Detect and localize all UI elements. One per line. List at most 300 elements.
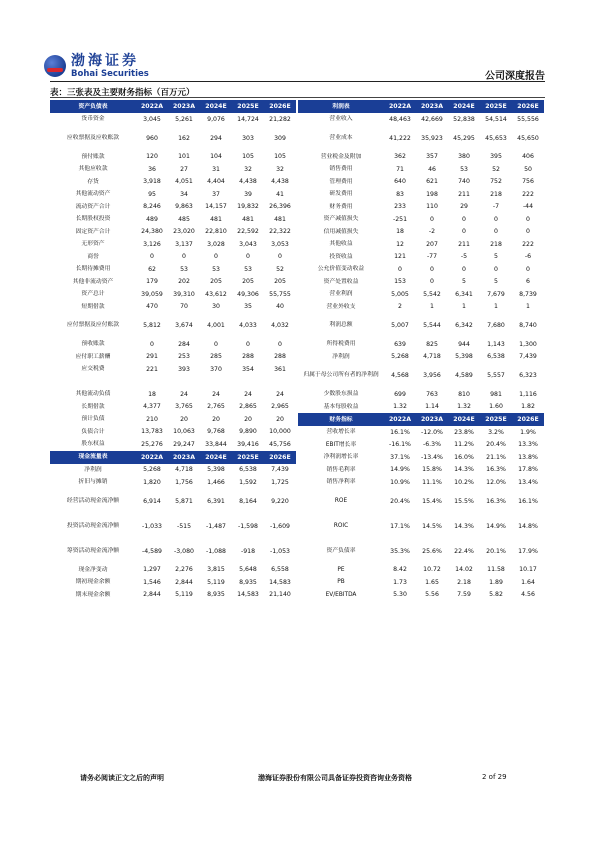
value-cell: 944 (458, 340, 470, 348)
value-cell: 18 (148, 390, 156, 398)
value-cell: 5.56 (425, 591, 439, 599)
row-label: 资产总计 (81, 291, 105, 298)
value-cell: 756 (522, 178, 534, 186)
value-cell: 218 (490, 240, 502, 248)
value-cell: 1,725 (271, 478, 289, 486)
value-cell: 179 (146, 278, 158, 286)
value-cell: 14.8% (518, 522, 538, 530)
value-cell: 810 (458, 390, 470, 398)
value-cell: 45,653 (485, 134, 507, 142)
row-label: 预计负债 (81, 416, 105, 423)
year-header: 2025E (485, 103, 507, 110)
value-cell: 6,538 (239, 466, 257, 474)
value-cell: 2 (398, 303, 402, 311)
value-cell: 5,268 (143, 466, 161, 474)
table-row (298, 476, 544, 489)
value-cell: 221 (146, 365, 158, 373)
value-cell: 14,157 (205, 203, 227, 211)
value-cell: 5,005 (391, 290, 409, 298)
value-cell: 288 (274, 353, 286, 361)
year-header: 2023A (172, 453, 195, 461)
value-cell: 4,377 (143, 403, 161, 411)
value-cell: -7 (492, 203, 500, 211)
right-panel (298, 100, 544, 601)
value-cell: 8,246 (143, 203, 161, 211)
table-row (50, 401, 296, 414)
value-cell: -4,589 (142, 547, 162, 555)
value-cell: 8,739 (519, 290, 537, 298)
value-cell: 0 (462, 228, 466, 236)
value-cell: 6,341 (455, 290, 473, 298)
value-cell: 42,669 (421, 115, 443, 123)
value-cell: 39,310 (173, 290, 195, 298)
value-cell: 205 (242, 278, 254, 286)
value-cell: 1,143 (487, 340, 505, 348)
table-row (50, 163, 296, 176)
row-label: 经营活动现金流净额 (66, 497, 120, 504)
value-cell: 11.2% (454, 441, 474, 449)
cash-flow-table (50, 451, 296, 602)
value-cell: 24,380 (141, 228, 163, 236)
value-cell: 17.9% (518, 547, 538, 555)
table-row (298, 176, 544, 189)
value-cell: 12 (396, 240, 404, 248)
value-cell: 3,765 (175, 403, 193, 411)
value-cell: 95 (148, 190, 156, 198)
value-cell: 52,838 (453, 115, 475, 123)
row-label: 预收账款 (81, 341, 105, 348)
value-cell: 3,674 (175, 322, 193, 329)
row-label: 期初现金余额 (75, 579, 111, 586)
value-cell: 70 (180, 303, 188, 311)
value-cell: 6,391 (207, 497, 225, 505)
table-row (298, 451, 544, 464)
value-cell: 4,032 (271, 322, 289, 329)
value-cell: 380 (458, 153, 470, 161)
logo-en-text: Bohai Securities (71, 69, 149, 79)
row-label: 存货 (87, 178, 99, 185)
value-cell: -1,609 (270, 522, 290, 530)
row-label: 净利润 (84, 466, 102, 473)
table-row (298, 564, 544, 577)
row-label: 折旧与摊销 (78, 479, 108, 486)
value-cell: 20 (180, 415, 188, 423)
table-row (298, 363, 544, 388)
row-label: 货币资金 (81, 116, 105, 123)
value-cell: 0 (526, 215, 530, 223)
value-cell: 4,568 (391, 372, 409, 379)
table-row (50, 201, 296, 214)
value-cell: 303 (242, 134, 254, 142)
table-row (298, 589, 544, 602)
value-cell: 14.3% (454, 522, 474, 530)
value-cell: 13.4% (518, 478, 538, 486)
year-header: 2024E (453, 103, 475, 110)
table-row (50, 126, 296, 151)
row-label: 资产减值损失 (323, 216, 359, 223)
row-label: 研发费用 (329, 191, 353, 198)
value-cell: -1,487 (206, 522, 226, 530)
value-cell: 3,043 (239, 240, 257, 248)
value-cell: 35.3% (390, 547, 410, 555)
value-cell: 20.4% (390, 497, 410, 505)
value-cell: 233 (394, 203, 406, 211)
value-cell: 1.64 (521, 578, 535, 586)
value-cell: 5,268 (391, 353, 409, 361)
value-cell: 121 (394, 253, 406, 261)
value-cell: 205 (274, 278, 286, 286)
page-number: 2 of 29 (482, 773, 507, 781)
value-cell: 48,463 (389, 115, 411, 123)
value-cell: 222 (522, 190, 534, 198)
section-title: 现金流量表 (78, 454, 108, 460)
value-cell: 393 (178, 365, 190, 373)
value-cell: 12.0% (486, 478, 506, 486)
table-row (50, 564, 296, 577)
value-cell: -77 (426, 253, 438, 261)
row-label: 营业利润 (329, 291, 353, 298)
value-cell: 354 (242, 365, 254, 373)
value-cell: 14,724 (237, 115, 259, 123)
value-cell: 9,076 (207, 115, 225, 123)
value-cell: 481 (274, 215, 286, 223)
value-cell: 41 (276, 190, 284, 198)
year-header: 2022A (140, 453, 163, 461)
value-cell: 120 (146, 153, 158, 161)
value-cell: 3,045 (143, 115, 161, 123)
financial-ratios-table (298, 413, 544, 601)
value-cell: 8,740 (519, 322, 537, 329)
row-label: 负债合计 (81, 428, 105, 435)
value-cell: 21.1% (486, 453, 506, 461)
value-cell: 5,544 (423, 322, 441, 329)
value-cell: 110 (426, 203, 438, 211)
value-cell: 14,583 (237, 591, 259, 599)
table-row (50, 238, 296, 251)
value-cell: 5,542 (423, 290, 441, 298)
value-cell: 357 (426, 153, 438, 161)
value-cell: 1,297 (143, 566, 161, 574)
value-cell: 13,783 (141, 428, 163, 436)
row-label: 销售净利率 (326, 479, 356, 486)
logo-cn-text: 渤海证券 (71, 53, 139, 69)
value-cell: -1,088 (206, 547, 226, 555)
value-cell: 9,768 (207, 428, 225, 436)
row-label: ROIC (333, 522, 349, 529)
value-cell: 53 (212, 265, 220, 273)
row-label: 销售毛利率 (326, 466, 356, 473)
value-cell: 22,810 (205, 228, 227, 236)
year-header: 2024E (453, 416, 475, 423)
table-header-row (50, 451, 296, 464)
value-cell: 9,863 (175, 203, 193, 211)
value-cell: 470 (146, 303, 158, 311)
header-divider (50, 81, 545, 82)
table-row (298, 576, 544, 589)
row-label: 管理费用 (329, 178, 353, 185)
row-label: 财务费用 (329, 203, 353, 210)
row-label: 销售费用 (329, 166, 353, 173)
value-cell: 1.65 (425, 578, 439, 586)
value-cell: 14.9% (486, 522, 506, 530)
value-cell: 9,220 (271, 497, 289, 505)
value-cell: 25.6% (422, 547, 442, 555)
value-cell: 40 (276, 303, 284, 311)
value-cell: 29 (460, 203, 468, 211)
value-cell: 7,680 (487, 322, 505, 329)
table-row (298, 126, 544, 151)
value-cell: 10.2% (454, 478, 474, 486)
table-row (298, 201, 544, 214)
value-cell: 45,295 (453, 134, 475, 142)
value-cell: 10.9% (390, 478, 410, 486)
value-cell: 71 (396, 165, 404, 173)
value-cell: 370 (210, 365, 222, 373)
value-cell: 4,438 (271, 178, 289, 186)
row-label: 营业税金及附加 (320, 153, 362, 160)
table-row (50, 288, 296, 301)
value-cell: 14.5% (422, 522, 442, 530)
value-cell: 105 (274, 153, 286, 161)
row-label: 应付职工薪酬 (75, 353, 111, 360)
value-cell: -1,033 (142, 522, 162, 530)
section-title: 资产负债表 (78, 103, 108, 110)
value-cell: 210 (146, 415, 158, 423)
value-cell: 2.18 (457, 578, 471, 586)
value-cell: 2,765 (207, 403, 225, 411)
table-row (50, 338, 296, 351)
value-cell: 8,935 (207, 591, 225, 599)
value-cell: 218 (490, 190, 502, 198)
table-row (298, 213, 544, 226)
value-cell: 5,398 (207, 466, 225, 474)
year-header: 2022A (388, 103, 411, 110)
value-cell: 0 (430, 215, 434, 223)
value-cell: 202 (178, 278, 190, 286)
value-cell: 0 (526, 265, 530, 273)
row-label: 投资活动现金流净额 (66, 522, 120, 529)
table-row (298, 238, 544, 251)
value-cell: 1,592 (239, 478, 257, 486)
value-cell: 13.3% (518, 441, 538, 449)
value-cell: 8.42 (393, 566, 407, 574)
table-row (298, 263, 544, 276)
value-cell: 0 (526, 228, 530, 236)
value-cell: 485 (178, 215, 190, 223)
value-cell: 0 (494, 265, 498, 273)
value-cell: 0 (214, 340, 218, 348)
year-header: 2023A (420, 103, 443, 110)
table-row (50, 413, 296, 426)
value-cell: 1.60 (489, 403, 503, 411)
table-row (50, 576, 296, 589)
table-row (298, 388, 544, 401)
table-row (50, 251, 296, 264)
value-cell: 1,756 (175, 478, 193, 486)
value-cell: 4,404 (207, 178, 225, 186)
row-label: 筹资活动现金流净额 (66, 547, 120, 554)
value-cell: 19,832 (237, 203, 259, 211)
value-cell: 17.8% (518, 466, 538, 474)
value-cell: 26,396 (269, 203, 291, 211)
row-label: 公允价值变动收益 (317, 266, 365, 273)
value-cell: 6,914 (143, 497, 161, 505)
row-label: 营业外收支 (326, 303, 356, 310)
value-cell: 50 (524, 165, 532, 173)
value-cell: 4,438 (239, 178, 257, 186)
year-header: 2023A (172, 103, 195, 110)
table-row (50, 176, 296, 189)
row-label: 营业成本 (329, 134, 353, 141)
value-cell: 3,815 (207, 566, 225, 574)
row-label: 长期待摊费用 (75, 266, 111, 273)
value-cell: -515 (176, 522, 192, 530)
year-header: 2023A (420, 416, 443, 423)
value-cell: 4,718 (175, 466, 193, 474)
value-cell: 53 (180, 265, 188, 273)
year-header: 2022A (140, 103, 163, 110)
report-type: 公司深度报告 (485, 71, 545, 82)
value-cell: 699 (394, 390, 406, 398)
value-cell: 1,116 (519, 390, 537, 398)
value-cell: 24 (212, 390, 220, 398)
row-label: 现金净变动 (78, 566, 108, 573)
value-cell: 0 (246, 340, 250, 348)
table-row (50, 213, 296, 226)
value-cell: 16.3% (486, 497, 506, 505)
value-cell: 46 (428, 165, 436, 173)
value-cell: 981 (490, 390, 502, 398)
table-row (50, 113, 296, 126)
table-row (298, 539, 544, 564)
value-cell: 752 (490, 178, 502, 186)
value-cell: 288 (242, 353, 254, 361)
value-cell: 1.73 (393, 578, 407, 586)
value-cell: 3.2% (488, 428, 504, 436)
table-row (50, 426, 296, 439)
value-cell: 16.3% (486, 466, 506, 474)
value-cell: 20.1% (486, 547, 506, 555)
value-cell: 5,812 (143, 322, 161, 329)
table-row (298, 251, 544, 264)
value-cell: 294 (210, 134, 222, 142)
value-cell: 1 (430, 303, 434, 311)
value-cell: 481 (210, 215, 222, 223)
table-header-row (298, 100, 544, 113)
value-cell: 0 (214, 253, 218, 261)
value-cell: 5,648 (239, 566, 257, 574)
income-statement-table (298, 100, 544, 413)
value-cell: -3,080 (174, 547, 194, 555)
value-cell: 24 (244, 390, 252, 398)
value-cell: 4,033 (239, 322, 257, 329)
row-label: EBIT增长率 (325, 441, 357, 448)
value-cell: 640 (394, 178, 406, 186)
value-cell: 14.3% (454, 466, 474, 474)
year-header: 2025E (485, 416, 507, 423)
value-cell: 5.82 (489, 591, 503, 599)
value-cell: 7,439 (519, 353, 537, 361)
value-cell: 13.8% (518, 453, 538, 461)
value-cell: 20 (276, 415, 284, 423)
value-cell: 83 (396, 190, 404, 198)
value-cell: 211 (458, 240, 470, 248)
value-cell: 37.1% (390, 453, 410, 461)
year-header: 2025E (237, 103, 259, 110)
value-cell: 0 (278, 253, 282, 261)
row-label: ROE (334, 497, 348, 504)
value-cell: 7,679 (487, 290, 505, 298)
value-cell: 4,589 (455, 372, 473, 379)
row-label: 其他应收款 (78, 166, 108, 173)
row-label: 信用减值损失 (323, 228, 359, 235)
table-header-row (50, 100, 296, 113)
value-cell: 8,935 (239, 578, 257, 586)
value-cell: 49,306 (237, 290, 259, 298)
year-header: 2025E (237, 453, 259, 461)
value-cell: 5 (494, 253, 498, 261)
value-cell: 639 (394, 340, 406, 348)
balance-sheet-table (50, 100, 296, 451)
table-row (50, 263, 296, 276)
value-cell: 621 (426, 178, 438, 186)
table-title: 表：三张表及主要财务指标（百万元） (50, 88, 195, 98)
row-label: 应交税费 (81, 366, 105, 373)
value-cell: 0 (430, 278, 434, 286)
value-cell: 32 (276, 165, 284, 173)
value-cell: 6,323 (519, 372, 537, 379)
value-cell: 309 (274, 134, 286, 142)
left-panel (50, 100, 296, 601)
table-row (298, 313, 544, 338)
table-row (298, 464, 544, 477)
row-label: 应收票据及应收账款 (66, 134, 120, 141)
table-row (298, 489, 544, 514)
row-label: 资产负债率 (326, 547, 356, 554)
value-cell: 39 (244, 190, 252, 198)
row-label: 利润总额 (329, 322, 353, 329)
row-label: 其他流动负债 (75, 391, 111, 398)
value-cell: 1 (462, 303, 466, 311)
row-label: 期末现金余额 (75, 591, 111, 598)
value-cell: 52 (276, 265, 284, 273)
value-cell: 1.14 (425, 403, 439, 411)
row-label: 长期借款 (81, 403, 105, 410)
row-label: 资产处置收益 (323, 278, 359, 285)
value-cell: 5.30 (393, 591, 407, 599)
table-row (50, 351, 296, 364)
value-cell: 6,538 (487, 353, 505, 361)
value-cell: 2,965 (271, 403, 289, 411)
table-row (50, 539, 296, 564)
value-cell: 362 (394, 153, 406, 161)
value-cell: 53 (244, 265, 252, 273)
row-label: 其他流动资产 (75, 191, 111, 198)
table-row (298, 188, 544, 201)
value-cell: 10,000 (269, 428, 291, 436)
value-cell: 198 (426, 190, 438, 198)
year-header: 2022A (388, 416, 411, 423)
value-cell: 18 (396, 228, 404, 236)
table-row (298, 439, 544, 452)
value-cell: 205 (210, 278, 222, 286)
value-cell: 53 (460, 165, 468, 173)
value-cell: 960 (146, 134, 158, 142)
row-label: 预付账款 (81, 153, 105, 160)
value-cell: 104 (210, 153, 222, 161)
value-cell: 3,956 (423, 372, 441, 379)
value-cell: 0 (278, 340, 282, 348)
